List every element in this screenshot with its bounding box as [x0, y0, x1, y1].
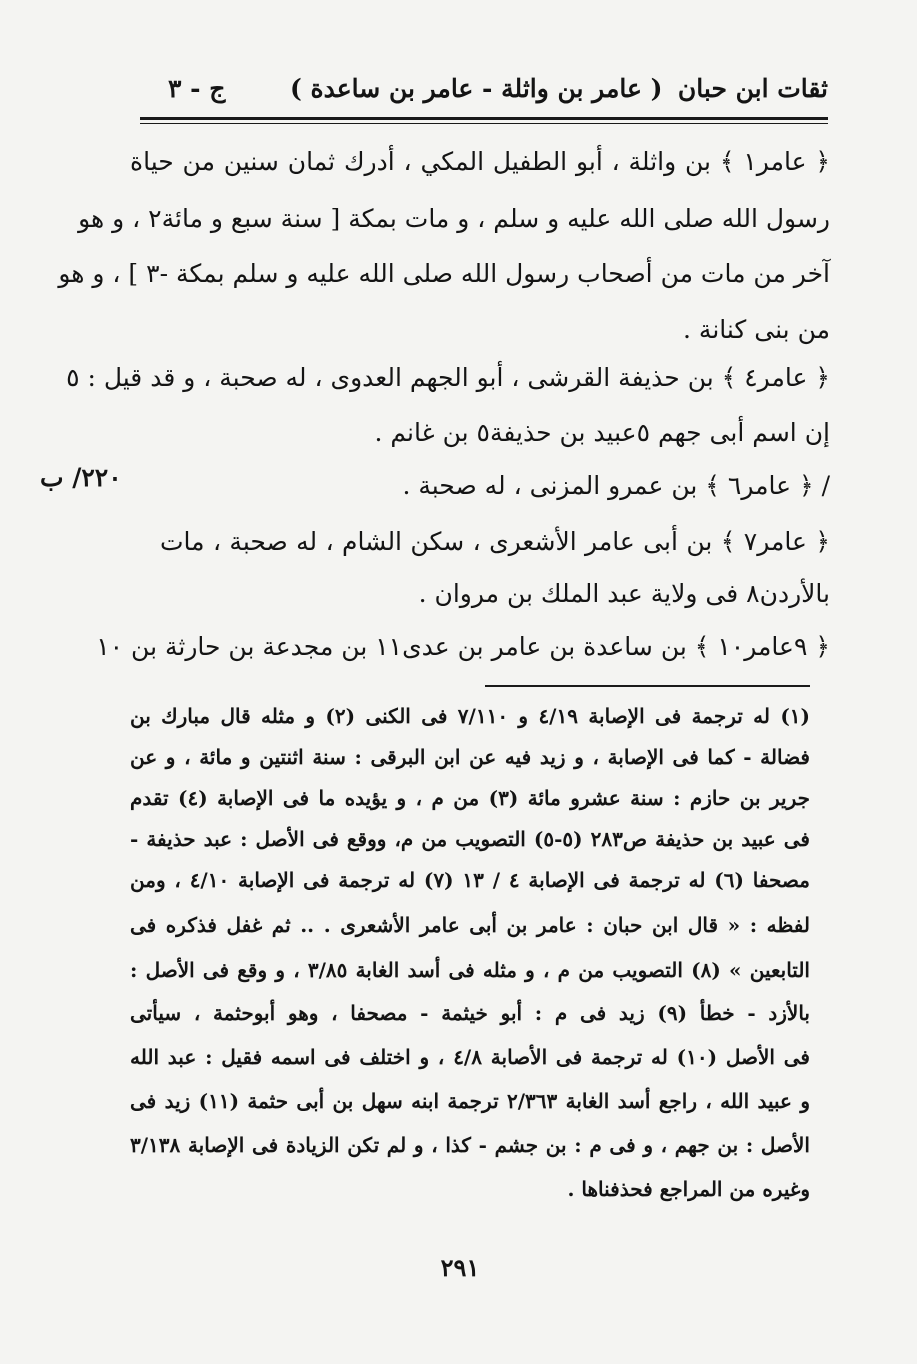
footnote-line: (١) له ترجمة فى الإصابة ٤/١٩ و ٧/١١٠ فى الكنى (٢) و مثله قال مبارك بن: [130, 704, 811, 728]
entry-range: ( عامر بن واثلة - عامر بن ساعدة ): [290, 74, 663, 103]
footnote-line: لفظه : « قال ابن حبان : عامر بن أبى عامر الأشعرى . .. ثم غفل فذكره فى: [130, 913, 810, 937]
footnote-line: جرير بن حازم : سنة عشرو مائة (٣) من م ، و يؤيده ما فى الإصابة (٤) تقدم: [130, 786, 810, 810]
header-rule-thin: [140, 123, 828, 124]
footnote-line: فى عبيد بن حذيفة ص٢٨٣ (٥-٥) التصويب من م، ووقع فى الأصل : عبد حذيفة -: [130, 827, 810, 851]
manuscript-folio-note: ٢٢٠/ ب: [40, 463, 122, 492]
footnote-line: وغيره من المراجع فحذفناها .: [567, 1177, 810, 1201]
volume-label: ج - ٣: [168, 74, 226, 103]
body-line: ﴿ ٩عامر١٠ ﴾ بن ساعدة بن عامر بن عدى١١ بن مجدعة بن حارثة بن ١٠: [96, 632, 830, 661]
body-line: آخر من مات من أصحاب رسول الله صلى الله عليه و سلم بمكة -٣ ] ، و هو: [58, 259, 830, 288]
page-number: ٢٩١: [440, 1253, 480, 1282]
body-line: / ﴿ عامر٦ ﴾ بن عمرو المزنى ، له صحبة .: [402, 471, 830, 500]
running-header: [160, 70, 828, 114]
footnote-line: بالأزد - خطأ (٩) زيد فى م : أبو خيثمة - مصحفا ، وهو أبوحثمة ، سيأتى: [130, 1001, 810, 1025]
body-line: بالأردن٨ فى ولاية عبد الملك بن مروان .: [418, 579, 830, 608]
body-line: ﴿ عامر٧ ﴾ بن أبى عامر الأشعرى ، سكن الشام ، له صحبة ، مات: [160, 527, 830, 556]
footnote-line: فى الأصل (١٠) له ترجمة فى الأصابة ٤/٨ ، و اختلف فى اسمه فقيل : عبد الله: [130, 1045, 810, 1069]
footnote-line: التابعين » (٨) التصويب من م ، و مثله فى أسد الغابة ٣/٨٥ ، و وقع فى الأصل :: [130, 958, 810, 982]
body-line: ﴿ عامر٤ ﴾ بن حذيفة القرشى ، أبو الجهم العدوى ، له صحبة ، و قد قيل : ٥: [66, 363, 830, 392]
footnote-line: فضالة - كما فى الإصابة ، و زيد فيه عن ابن البرقى : سنة اثنتين و مائة ، و عن: [130, 745, 810, 769]
footnote-line: مصحفا (٦) له ترجمة فى الإصابة ٤ / ١٣ (٧) له ترجمة فى الإصابة ٤/١٠ ، ومن: [130, 868, 810, 892]
header-rule-thick: [140, 117, 828, 120]
body-line: رسول الله صلى الله عليه و سلم ، و مات بمكة [ سنة سبع و مائة٢ ، و هو: [78, 204, 830, 233]
book-title: ثقات ابن حبان: [677, 74, 828, 103]
footnote-line: الأصل : بن جهم ، و فى م : بن جشم - كذا ، و لم تكن الزيادة فى الإصابة ٣/١٣٨: [130, 1133, 810, 1157]
footnote-rule: [485, 685, 810, 687]
body-line: ﴿ عامر١ ﴾ بن واثلة ، أبو الطفيل المكي ، أدرك ثمان سنين من حياة: [130, 147, 830, 176]
body-line: من بنى كنانة .: [683, 315, 830, 344]
footnote-line: و عبيد الله ، راجع أسد الغابة ٢/٣٦٣ ترجمة ابنه سهل بن أبى حثمة (١١) زيد فى: [130, 1089, 810, 1113]
body-line: إن اسم أبى جهم ٥عبيد بن حذيفة٥ بن غانم .: [374, 418, 830, 447]
